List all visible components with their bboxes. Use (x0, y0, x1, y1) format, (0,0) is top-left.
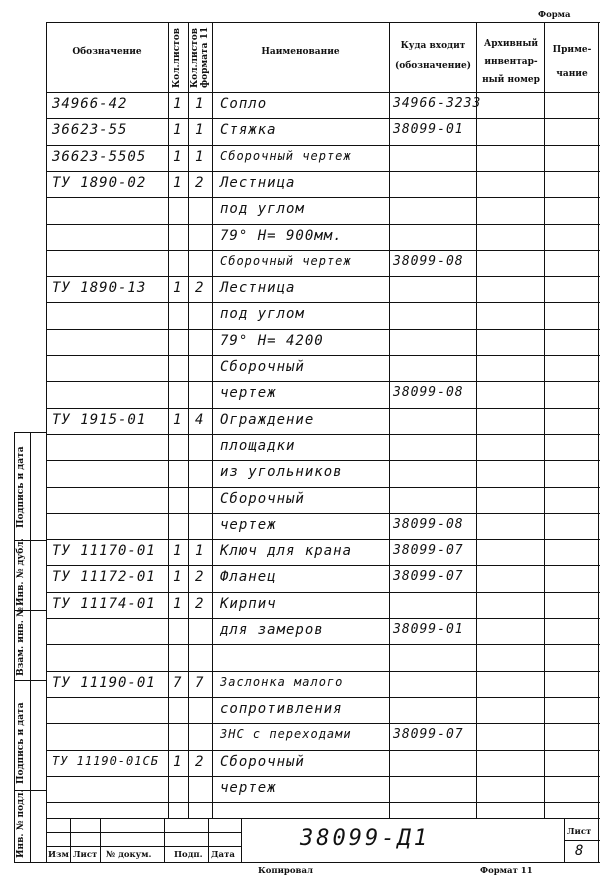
cell-name: чертеж (220, 779, 277, 796)
document-number: 38099-Д1 (300, 826, 430, 851)
tb-data: Дата (211, 850, 235, 860)
footer-copied: Копировал (258, 866, 313, 876)
footer-format: Формат 11 (480, 866, 533, 876)
row-divider (46, 565, 600, 566)
cell-name: площадки (220, 437, 296, 454)
header-name: Наименование (261, 47, 340, 57)
cell-format: 2 (195, 569, 205, 586)
row-divider (46, 329, 600, 330)
row-divider (46, 118, 600, 119)
cell-name: Сопло (220, 96, 268, 112)
cell-name: Сборочный (220, 753, 305, 770)
col-divider-3 (212, 22, 213, 818)
cell-designation: ТУ 1915-01 (52, 411, 147, 428)
tb-col-2 (100, 818, 101, 862)
row-divider (46, 250, 600, 251)
frame-left (46, 22, 47, 862)
stamp-sign-date-1: Подпись и дата (16, 446, 26, 528)
tb-col-4 (208, 818, 209, 862)
row-divider (46, 513, 600, 514)
col-divider-5 (476, 22, 477, 818)
cell-format: 4 (195, 411, 205, 428)
cell-name: чертеж (220, 385, 277, 402)
cell-name: сопротивления (220, 700, 343, 717)
header-where-line2: (обозначение) (395, 61, 471, 71)
row-divider (46, 592, 600, 593)
cell-name: Сборочный чертеж (220, 253, 352, 268)
cell-qty: 1 (173, 411, 183, 428)
cell-where: 38099-07 (393, 727, 464, 743)
row-divider (46, 224, 600, 225)
col-divider-6 (544, 22, 545, 818)
header-designation: Обозначение (72, 47, 142, 57)
stamp-inv-dubl: Инв. № дубл. (16, 538, 26, 606)
cell-format: 1 (195, 96, 205, 112)
cell-name: Стяжка (220, 122, 277, 139)
cell-format: 2 (195, 174, 205, 191)
stamp-outer-left (14, 432, 15, 862)
row-divider (46, 197, 600, 198)
stamp-inner-divider (30, 432, 31, 862)
cell-format: 1 (195, 148, 205, 165)
tb-podp: Подп. (174, 850, 203, 860)
cell-name: под углом (220, 306, 305, 323)
row-divider (46, 408, 600, 409)
cell-designation: 36623-55 (52, 122, 128, 139)
cell-name: Ограждение (220, 411, 315, 428)
header-divider (46, 92, 600, 93)
header-where-line1: Куда входит (400, 41, 466, 51)
row-divider (46, 671, 600, 672)
row-divider (46, 145, 600, 146)
tb-doc-no: № докум. (106, 850, 152, 860)
cell-designation: ТУ 1890-02 (52, 174, 147, 191)
row-divider (46, 539, 600, 540)
cell-name: 79° Н= 4200 (220, 332, 324, 349)
tb-list: Лист (73, 850, 98, 860)
cell-name: под углом (220, 201, 305, 218)
row-divider (46, 644, 600, 645)
cell-name: для замеров (220, 622, 324, 638)
header-archive-line2: инвентар- (484, 57, 538, 67)
header-note-line2: чание (556, 69, 588, 79)
cell-format: 2 (195, 595, 205, 612)
frame-bottom (14, 862, 600, 863)
cell-name: чертеж (220, 516, 277, 533)
cell-qty: 7 (173, 674, 183, 691)
cell-where: 38099-08 (393, 516, 464, 532)
row-divider (46, 487, 600, 488)
form-label: Форма (538, 10, 571, 20)
cell-qty: 1 (173, 122, 183, 139)
col-divider-2 (188, 22, 189, 818)
cell-where: 34966-3233 (393, 96, 482, 111)
frame-top (46, 22, 600, 23)
cell-format: 1 (195, 543, 205, 560)
header-note-line1: Приме- (552, 45, 592, 55)
cell-where: 38099-08 (393, 253, 464, 269)
cell-where: 38099-01 (393, 122, 464, 138)
cell-format: 7 (195, 674, 205, 691)
title-block-line-1 (46, 832, 241, 833)
cell-name: Фланец (220, 569, 277, 586)
header-qty-sheets: Кол.листов (172, 27, 182, 88)
tb-sheet-label: Лист (567, 827, 592, 837)
cell-where: 38099-08 (393, 385, 464, 401)
cell-name: Сборочный (220, 359, 305, 375)
cell-name: Сборочный чертеж (220, 148, 352, 163)
cell-name: 3НС с переходами (220, 727, 352, 742)
cell-where: 38099-01 (393, 622, 464, 637)
cell-qty: 1 (173, 753, 183, 770)
row-divider (46, 381, 600, 382)
header-archive-line3: ный номер (482, 75, 540, 85)
cell-name: Заслонка малого (220, 674, 344, 689)
cell-designation: ТУ 11190-01СБ (52, 753, 159, 768)
frame-right (598, 22, 599, 862)
cell-name: из угольников (220, 464, 343, 481)
cell-where: 38099-07 (393, 543, 464, 559)
cell-qty: 1 (173, 148, 183, 165)
cell-name: Ключ для крана (220, 543, 353, 560)
cell-format: 1 (195, 122, 205, 139)
col-divider-4 (389, 22, 390, 818)
row-divider (46, 460, 600, 461)
row-divider (46, 723, 600, 724)
row-divider (46, 750, 600, 751)
cell-where: 38099-07 (393, 569, 464, 585)
cell-designation: 36623-5505 (52, 148, 147, 165)
title-block-line-2 (46, 846, 241, 847)
row-divider (46, 434, 600, 435)
row-divider (46, 171, 600, 172)
tb-col-1 (70, 818, 71, 862)
stamp-inv-podl: Инв. № подл. (16, 789, 26, 858)
tb-sheet-divider (564, 840, 600, 841)
tb-sheet-number: 8 (575, 843, 585, 859)
cell-name: Лестница (220, 280, 296, 297)
tb-izm: Изм (48, 850, 69, 860)
cell-designation: ТУ 11170-01 (52, 543, 156, 560)
cell-designation: ТУ 1890-13 (52, 280, 147, 297)
header-archive-line1: Архивный (483, 39, 539, 49)
cell-qty: 1 (173, 174, 183, 191)
cell-qty: 1 (173, 569, 183, 586)
cell-name: Сборочный (220, 490, 305, 507)
header-format-line2: формата 11 (200, 26, 210, 88)
cell-designation: ТУ 11172-01 (52, 569, 156, 586)
stamp-sign-date-2: Подпись и дата (16, 702, 26, 784)
cell-name: Лестница (220, 174, 296, 191)
header-format-line1: Кол.листов (190, 27, 200, 88)
stamp-top (14, 432, 46, 433)
cell-name: 79° Н= 900мм. (220, 227, 343, 244)
tb-col-3 (164, 818, 165, 862)
title-block-top (46, 818, 600, 819)
stamp-sep-3 (14, 680, 46, 681)
row-divider (46, 302, 600, 303)
row-divider (46, 697, 600, 698)
stamp-vzam-inv: Взам. инв. № (16, 607, 26, 676)
cell-qty: 1 (173, 543, 183, 560)
cell-designation: ТУ 11190-01 (52, 674, 156, 691)
cell-name: Кирпич (220, 595, 277, 612)
row-divider (46, 618, 600, 619)
cell-designation: ТУ 11174-01 (52, 595, 156, 612)
row-divider (46, 776, 600, 777)
cell-format: 2 (195, 753, 205, 770)
row-divider (46, 276, 600, 277)
tb-col-5 (241, 818, 242, 862)
cell-designation: 34966-42 (52, 96, 128, 112)
col-divider-1 (168, 22, 169, 818)
row-divider (46, 802, 600, 803)
cell-qty: 1 (173, 280, 183, 297)
cell-qty: 1 (173, 595, 183, 612)
cell-qty: 1 (173, 96, 183, 112)
cell-format: 2 (195, 280, 205, 297)
row-divider (46, 355, 600, 356)
